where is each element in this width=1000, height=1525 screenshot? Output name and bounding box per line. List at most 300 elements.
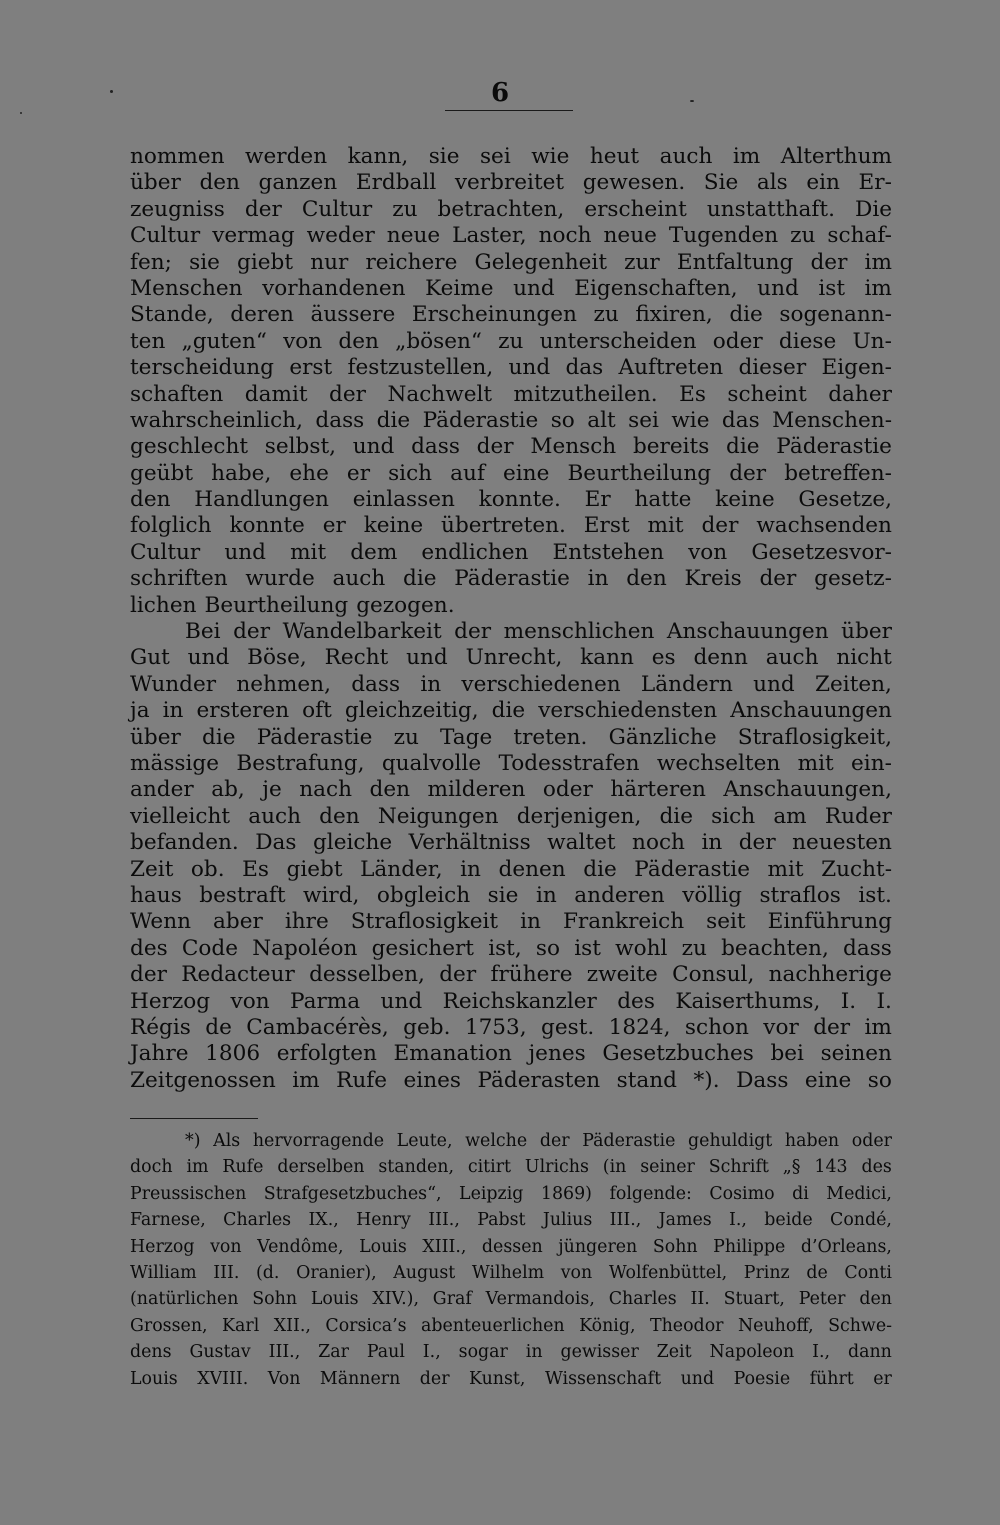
word: Bestrafung, xyxy=(236,750,365,776)
word: der xyxy=(439,962,477,988)
word: und xyxy=(352,434,395,460)
word: desselben, xyxy=(309,962,425,988)
word: befanden. xyxy=(130,830,239,856)
word: Entfaltung xyxy=(676,249,794,275)
word: ten xyxy=(130,328,166,354)
footnote-line xyxy=(130,1339,892,1365)
word: Jahre xyxy=(130,1041,189,1067)
word: und xyxy=(513,275,555,301)
word: dieser xyxy=(738,355,807,381)
word: d’Orleans, xyxy=(800,1236,892,1257)
word: III., xyxy=(268,1342,301,1363)
word: vor xyxy=(763,1014,799,1040)
word: wurde xyxy=(245,566,315,592)
word: jenes xyxy=(528,1041,586,1067)
word: wechselten xyxy=(656,750,781,776)
word: zu xyxy=(790,223,816,249)
word: Gustav xyxy=(189,1342,251,1363)
word: den xyxy=(319,803,360,829)
word: kann xyxy=(580,645,634,671)
word: giebt xyxy=(237,249,294,275)
word: bei xyxy=(770,1041,804,1067)
word: Es xyxy=(242,856,269,882)
word: konnte. xyxy=(478,487,561,513)
body-line xyxy=(130,1068,892,1094)
body-line xyxy=(130,777,892,803)
word: die xyxy=(403,566,437,592)
word: gesichert xyxy=(371,935,474,961)
word: konnte xyxy=(229,513,305,539)
word: mitzutheilen. xyxy=(513,381,658,407)
word: heut xyxy=(589,144,640,169)
word: auch xyxy=(332,566,386,592)
word: endlichen xyxy=(421,539,529,565)
word: ein- xyxy=(851,750,892,776)
word: Beurtheilung xyxy=(204,592,349,618)
word: den xyxy=(859,1289,892,1310)
word: seinen xyxy=(820,1041,892,1067)
word: I., xyxy=(422,1342,441,1363)
word: der xyxy=(738,830,776,856)
body-line xyxy=(130,1041,892,1067)
word: (d. xyxy=(256,1262,280,1283)
footnote-line xyxy=(130,1128,892,1154)
word: Menschen xyxy=(130,275,243,301)
body-line xyxy=(130,672,892,698)
word: dann xyxy=(847,1342,892,1363)
word: I. xyxy=(876,988,892,1014)
word: milderen xyxy=(427,777,526,803)
word: I., xyxy=(729,1210,747,1231)
word: zu xyxy=(392,196,418,222)
word: wohl xyxy=(615,935,668,961)
word: Anschauungen, xyxy=(723,777,892,803)
word: Grossen, xyxy=(130,1315,208,1336)
word: sogenann- xyxy=(779,302,892,328)
word: Neigungen xyxy=(377,803,499,829)
word: straflos xyxy=(759,882,841,908)
word: Rufe xyxy=(336,1067,388,1093)
word: gleichzeitig, xyxy=(344,698,479,724)
word: wahrscheinlich, xyxy=(130,407,303,433)
word: im xyxy=(186,1157,209,1178)
word: dass xyxy=(843,935,892,961)
word: Alterthum xyxy=(780,144,892,169)
word: dem xyxy=(350,539,398,565)
word: Vendôme, xyxy=(257,1236,344,1257)
word: Anschauungen xyxy=(730,698,892,724)
word: Eigen- xyxy=(821,355,892,381)
word: in xyxy=(535,882,557,908)
word: Karl xyxy=(222,1315,260,1336)
body-line xyxy=(130,751,892,777)
word: Laster, xyxy=(452,223,527,249)
word: schaften xyxy=(130,381,224,407)
word: Erst xyxy=(583,513,630,539)
word: ein xyxy=(806,170,840,196)
footnote-line xyxy=(130,1181,892,1207)
word: Prinz xyxy=(743,1262,790,1283)
word: so xyxy=(535,935,561,961)
word: im xyxy=(732,144,761,169)
word: und xyxy=(757,275,799,301)
word: den xyxy=(369,777,411,803)
word: dass xyxy=(315,407,365,433)
word: der xyxy=(729,460,767,486)
word: Ulrichs xyxy=(524,1157,589,1178)
word: Cultur xyxy=(130,539,201,565)
word: „§ xyxy=(782,1157,801,1178)
word: sie xyxy=(189,249,220,275)
footnotes xyxy=(130,1128,892,1392)
word: Sie xyxy=(703,170,739,196)
word: „guten“ xyxy=(181,328,267,354)
word: ab, xyxy=(211,777,245,803)
word: stand xyxy=(616,1067,678,1093)
word: dessen xyxy=(481,1236,543,1257)
word: und xyxy=(680,1368,715,1389)
word: verbreitet xyxy=(454,170,565,196)
word: Verhältniss xyxy=(408,830,531,856)
body-line xyxy=(130,566,892,592)
word: sei xyxy=(479,144,511,169)
word: von xyxy=(283,328,323,354)
word: Emanation xyxy=(393,1041,512,1067)
word: (in xyxy=(602,1157,627,1178)
word: über xyxy=(130,724,181,750)
word: zu xyxy=(681,935,707,961)
word: einlassen xyxy=(352,487,455,513)
word: ist, xyxy=(488,935,522,961)
word: habe, xyxy=(211,460,272,486)
word: und xyxy=(753,671,795,697)
word: Leipzig xyxy=(459,1183,524,1204)
word: ganzen xyxy=(258,170,338,196)
word: Un- xyxy=(852,328,892,354)
word: Kaiserthums, xyxy=(675,988,821,1014)
word: terscheidung xyxy=(130,355,275,381)
word: Recht xyxy=(324,645,389,671)
word: fen; xyxy=(130,249,172,275)
word: Cosimo xyxy=(709,1183,775,1204)
word: in xyxy=(460,856,481,882)
body-line xyxy=(130,909,892,935)
word: Eigenschaften, xyxy=(574,275,738,301)
word: Zeit xyxy=(656,1342,692,1363)
word: geschlecht xyxy=(130,434,249,460)
word: im xyxy=(292,1067,320,1093)
word: Henry xyxy=(356,1210,411,1231)
word: führt xyxy=(809,1368,854,1389)
word: Corsica’s xyxy=(325,1315,407,1336)
word: werden xyxy=(245,144,328,169)
word: Frankreich xyxy=(562,909,685,935)
word: gewesen. xyxy=(582,170,686,196)
word: Theodor xyxy=(650,1315,724,1336)
word: Böse, xyxy=(247,645,307,671)
body-line xyxy=(130,540,892,566)
word: oder xyxy=(712,328,763,354)
body-line xyxy=(130,329,892,355)
word: sie xyxy=(487,882,519,908)
word: Nachwelt xyxy=(387,381,493,407)
word: oder xyxy=(542,777,593,803)
word: gleiche xyxy=(312,830,393,856)
word: Unrecht, xyxy=(465,645,563,671)
word: er xyxy=(873,1368,892,1389)
word: verschiedensten xyxy=(538,698,718,724)
word: Wandelbarkeit xyxy=(282,619,442,645)
word: waltet xyxy=(547,830,616,856)
word: Als xyxy=(213,1131,241,1151)
word: hatte xyxy=(634,487,692,513)
word: Kreis xyxy=(684,566,742,592)
word: die xyxy=(202,724,236,750)
word: Dass xyxy=(736,1067,789,1093)
word: Code xyxy=(181,935,239,961)
word: obgleich xyxy=(376,882,471,908)
word: sogar xyxy=(458,1342,508,1363)
word: mässige xyxy=(130,750,220,776)
scan-speck xyxy=(20,112,22,114)
word: giebt xyxy=(286,856,343,882)
word: scheint xyxy=(727,381,807,407)
word: Wolfenbüttel, xyxy=(608,1262,728,1283)
body-line xyxy=(130,1015,892,1041)
word: Wenn xyxy=(130,909,192,935)
word: der xyxy=(244,196,282,222)
footnote-rule xyxy=(130,1118,258,1119)
word: je xyxy=(262,777,282,803)
word: Cultur xyxy=(301,196,373,222)
word: folglich xyxy=(130,513,212,539)
word: betrachten, xyxy=(437,196,565,222)
word: ehe xyxy=(289,460,329,486)
word: Männern xyxy=(319,1368,401,1389)
word: Napoleon xyxy=(709,1342,795,1363)
body-line xyxy=(130,857,892,883)
word: wie xyxy=(531,144,570,169)
word: Poesie xyxy=(733,1368,791,1389)
word: Zar xyxy=(318,1342,349,1363)
word: so xyxy=(867,1067,892,1093)
word: neuesten xyxy=(792,830,892,856)
word: Vermandois, xyxy=(485,1289,595,1310)
word: festzustellen, xyxy=(347,355,494,381)
word: Päderastie xyxy=(582,1131,676,1151)
word: Beurtheilung xyxy=(567,460,712,486)
word: Condé, xyxy=(830,1210,892,1231)
word: eine xyxy=(804,1067,852,1093)
word: zur xyxy=(624,249,660,275)
word: Zeit xyxy=(130,856,174,882)
word: äussere xyxy=(310,302,396,328)
word: Schrift xyxy=(708,1157,769,1178)
word: XII., xyxy=(273,1315,311,1336)
body-line xyxy=(130,487,892,513)
word: Stande, xyxy=(130,302,214,328)
word: nehmen, xyxy=(236,671,331,697)
word: Tage xyxy=(440,724,493,750)
word: und xyxy=(406,645,448,671)
word: Von xyxy=(267,1368,301,1389)
word: des xyxy=(861,1157,892,1178)
word: Auftreten xyxy=(618,355,724,381)
body-line xyxy=(130,250,892,276)
scan-speck xyxy=(110,90,113,93)
word: Strafgesetzbuches“, xyxy=(263,1183,442,1204)
word: der xyxy=(759,566,797,592)
word: unterscheiden xyxy=(539,328,697,354)
word: bestraft xyxy=(199,882,286,908)
word: oft xyxy=(302,698,332,724)
word: kann, xyxy=(347,144,409,169)
body-line xyxy=(130,276,892,302)
word: zweite xyxy=(586,962,658,988)
word: zu xyxy=(593,302,619,328)
body-line xyxy=(130,989,892,1015)
word: menschlichen xyxy=(503,619,655,645)
word: Ruder xyxy=(824,803,892,829)
word: von xyxy=(688,539,728,565)
word: Parma xyxy=(290,988,361,1014)
word: Paul xyxy=(366,1342,405,1363)
word: wie xyxy=(671,407,710,433)
word: eines xyxy=(403,1067,461,1093)
word: fixiren, xyxy=(635,302,713,328)
body-line xyxy=(130,698,892,724)
body-line xyxy=(130,197,892,223)
word: seiner xyxy=(640,1157,695,1178)
body-line xyxy=(130,434,892,460)
word: sich xyxy=(388,460,433,486)
word: Ländern xyxy=(640,671,733,697)
word: die xyxy=(726,434,760,460)
word: Zucht- xyxy=(821,856,892,882)
word: in xyxy=(162,698,184,724)
word: Päderastie xyxy=(634,856,750,882)
word: Menschen- xyxy=(772,407,892,433)
body-line xyxy=(130,513,892,539)
word: ersteren xyxy=(196,698,290,724)
word: den xyxy=(338,328,379,354)
word: von xyxy=(560,1262,593,1283)
word: schon xyxy=(684,1014,749,1040)
word: III. xyxy=(213,1262,240,1283)
word: in xyxy=(520,909,541,935)
word: der xyxy=(130,962,167,988)
word: ob. xyxy=(190,856,225,882)
footnote-line xyxy=(130,1286,892,1312)
word: Erdball xyxy=(355,170,437,196)
word: Conti xyxy=(844,1262,892,1283)
page-number-rule xyxy=(445,110,573,111)
word: wird, xyxy=(303,882,360,908)
word: Gänzliche xyxy=(608,724,717,750)
word: qualvolle xyxy=(381,750,482,776)
word: Tugenden xyxy=(668,223,779,249)
word: Charles xyxy=(223,1210,292,1231)
word: es xyxy=(651,645,676,671)
body-line xyxy=(130,302,892,328)
footnote-line xyxy=(130,1207,892,1233)
word: geübt xyxy=(130,460,194,486)
word: III., xyxy=(428,1210,460,1231)
word: die xyxy=(729,302,763,328)
word: er xyxy=(322,513,346,539)
word: ja xyxy=(130,698,150,724)
word: vorhandenen xyxy=(262,275,406,301)
word: welche xyxy=(465,1131,528,1151)
word: Päderastie xyxy=(256,724,373,750)
word: James xyxy=(658,1210,712,1231)
word: damit xyxy=(244,381,308,407)
word: nommen xyxy=(130,144,225,169)
word: Redacteur xyxy=(181,962,295,988)
word: der xyxy=(701,513,739,539)
footnote-line xyxy=(130,1313,892,1339)
word: Neuhoff, xyxy=(737,1315,814,1336)
word: deren xyxy=(230,302,294,328)
word: des xyxy=(617,988,655,1014)
word: sie xyxy=(428,144,460,169)
word: selbst, xyxy=(264,434,336,460)
word: seit xyxy=(706,909,746,935)
word: dens xyxy=(130,1342,172,1363)
main-text xyxy=(130,144,892,1094)
word: härteren xyxy=(610,777,706,803)
word: noch xyxy=(538,223,592,249)
word: bereits xyxy=(632,434,710,460)
word: auf xyxy=(450,460,485,486)
word: Wissenschaft xyxy=(544,1368,662,1389)
word: und xyxy=(508,355,551,381)
footnote-line xyxy=(130,1260,892,1286)
word: Peter xyxy=(798,1289,846,1310)
word: den xyxy=(199,170,240,196)
word: auch xyxy=(248,803,302,829)
word: Päderastie xyxy=(422,407,539,433)
word: ist. xyxy=(858,882,892,908)
word: übertreten. xyxy=(441,513,566,539)
word: des xyxy=(130,935,168,961)
body-line xyxy=(130,936,892,962)
footnote-line xyxy=(130,1154,892,1180)
word: unstatthaft. xyxy=(706,196,835,222)
word: Régis xyxy=(130,1014,191,1040)
word: aber xyxy=(213,909,263,935)
word: Gesetzesvor- xyxy=(751,539,892,565)
word: Wilhelm xyxy=(471,1262,545,1283)
word: und xyxy=(380,988,423,1014)
word: der xyxy=(813,1014,851,1040)
word: von xyxy=(230,988,270,1014)
word: haus xyxy=(130,882,182,908)
word: nur xyxy=(310,249,349,275)
body-line xyxy=(130,883,892,909)
body-line xyxy=(130,962,892,988)
word: Herzog xyxy=(130,1236,195,1257)
word: nicht xyxy=(836,645,892,671)
word: Gesetzbuches xyxy=(602,1041,754,1067)
word: Schwe- xyxy=(828,1315,892,1336)
body-line xyxy=(130,408,892,434)
word: XIV.), xyxy=(372,1289,419,1310)
word: erfolgten xyxy=(276,1041,377,1067)
word: am xyxy=(773,803,807,829)
word: und xyxy=(224,539,266,565)
word: die xyxy=(659,803,693,829)
